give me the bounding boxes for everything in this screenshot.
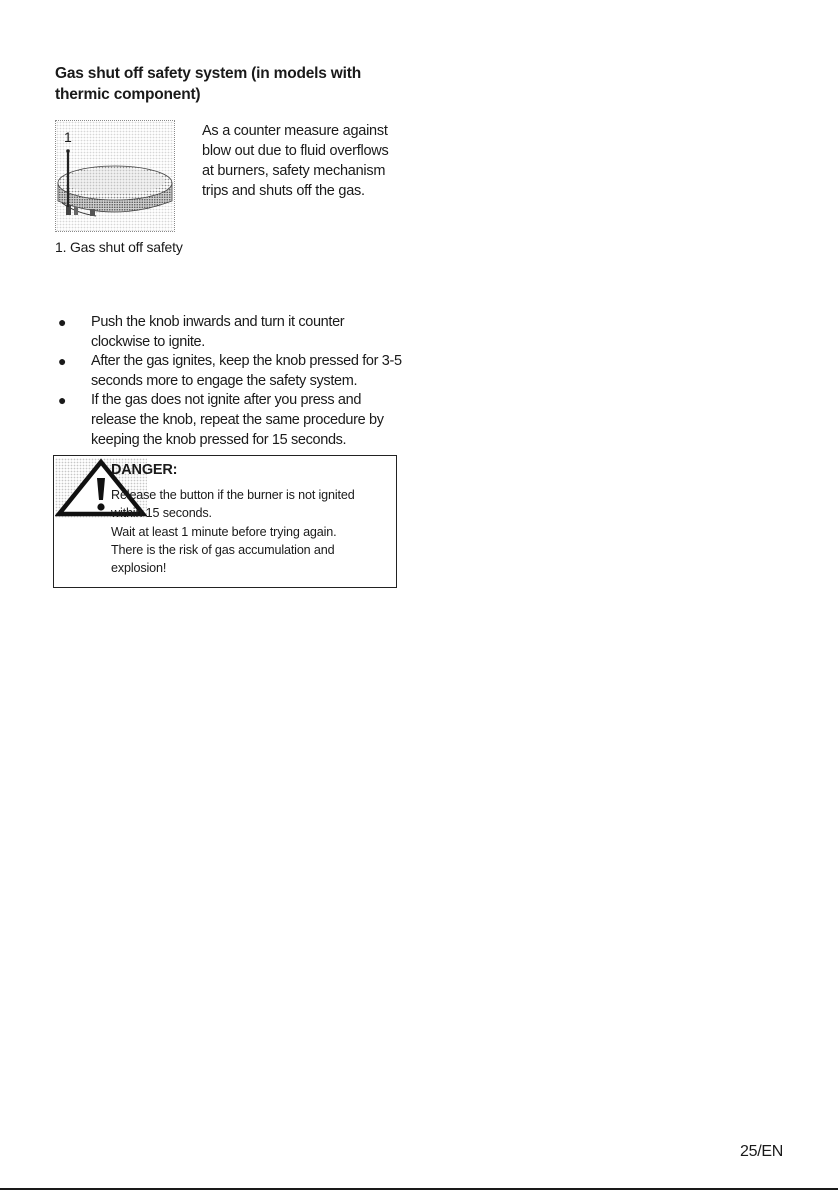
figure-callout-number: 1 <box>64 129 72 145</box>
danger-line: Wait at least 1 minute before trying again. <box>111 524 337 539</box>
burner-thermocouple-illustration <box>56 121 174 231</box>
step-text: Push the knob inwards and turn it counter clockwise to ignite. <box>91 314 345 350</box>
burner-figure <box>55 120 175 232</box>
step-text: After the gas ignites, keep the knob pressed for 3-5 seconds more to engage the safety system. <box>91 353 402 389</box>
intro-paragraph: As a counter measure against blow out due to fluid overflows at burners, safety mechanism trips and shuts off the gas. <box>202 123 389 199</box>
bullet-icon: ● <box>58 392 67 409</box>
danger-line: explosion! <box>111 561 167 576</box>
danger-message <box>111 486 396 577</box>
danger-notice <box>53 455 397 588</box>
figure-caption: 1. Gas shut off safety <box>55 239 183 255</box>
step-text: If the gas does not ignite after you press and release the knob, repeat the same procedure by keeping the knob pressed for 15 seconds. <box>91 392 384 448</box>
instruction-list <box>55 313 405 450</box>
bullet-icon: ● <box>58 353 67 370</box>
danger-line: within 15 seconds. <box>111 506 212 521</box>
danger-title: DANGER: <box>111 462 178 478</box>
list-item <box>55 352 405 391</box>
footer-rule <box>0 1188 838 1190</box>
section-heading: Gas shut off safety system (in models with thermic component) <box>55 65 361 103</box>
danger-line: There is the risk of gas accumulation and <box>111 542 335 557</box>
page-number: 25/EN <box>740 1143 783 1160</box>
list-item <box>55 391 405 450</box>
danger-line: Release the button if the burner is not ignited <box>111 488 355 502</box>
list-item <box>55 313 405 352</box>
bullet-icon: ● <box>58 314 67 330</box>
